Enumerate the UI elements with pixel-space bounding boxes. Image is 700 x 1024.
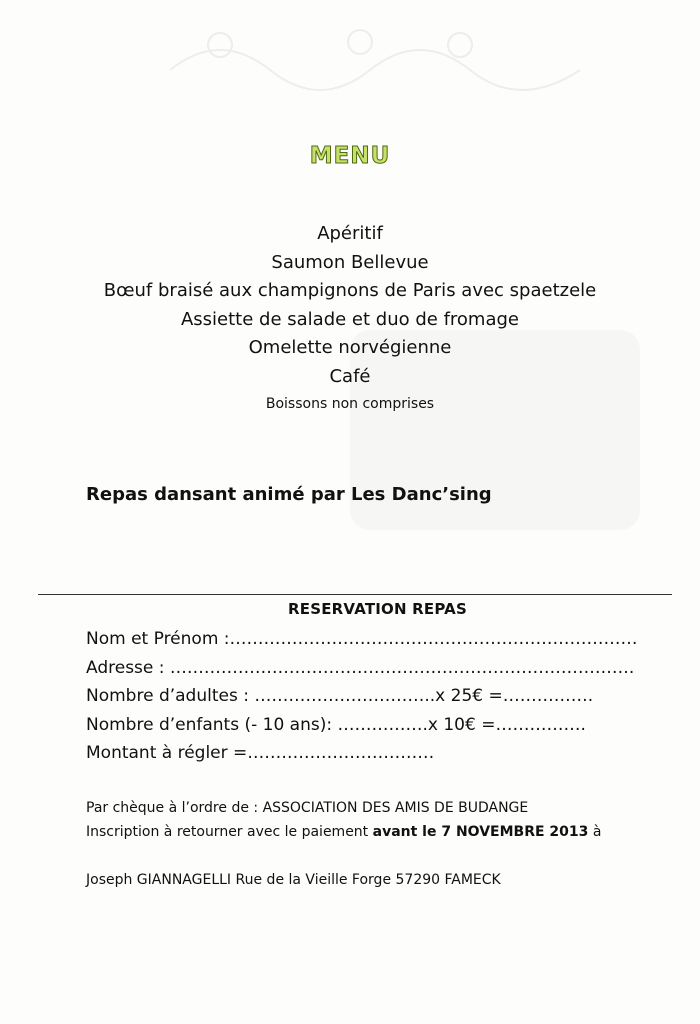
reservation-title: RESERVATION REPAS [288, 600, 467, 618]
name-field: Nom et Prénom :……………………………………………………………… [86, 629, 638, 649]
amount-due-field: Montant à régler =…………………………… [86, 743, 435, 763]
menu-item-boeuf: Bœuf braisé aux champignons de Paris avec spaetzele [103, 280, 597, 301]
menu-title: MENU [309, 143, 391, 169]
children-count-field: Nombre d’enfants (- 10 ans): …………….x 10€ =……………. [86, 714, 586, 735]
return-instructions-line [86, 820, 601, 844]
menu-list [0, 220, 700, 415]
menu-item-salade: Assiette de salade et duo de fromage [180, 308, 519, 330]
return-prefix: Inscription à retourner avec le paiement [86, 824, 373, 840]
return-suffix: à [588, 824, 602, 840]
return-deadline: avant le 7 NOVEMBRE 2013 [372, 824, 589, 840]
cut-line-divider [38, 594, 672, 595]
show-through-flourish [160, 20, 590, 100]
menu-item-omelette: Omelette norvégienne [248, 337, 452, 358]
payment-info [86, 796, 601, 844]
menu-item-aperitif: Apéritif [317, 223, 383, 244]
adults-count-field: Nombre d’adultes : …………………………..x 25€ =……………. [86, 686, 594, 706]
menu-item-saumon: Saumon Bellevue [271, 251, 429, 273]
postal-address: Joseph GIANNAGELLI Rue de la Vieille Forge 57290 FAMECK [86, 872, 501, 888]
dance-announcement: Repas dansant animé par Les Danc’sing [86, 484, 492, 505]
drinks-note: Boissons non comprises [265, 396, 435, 412]
cheque-payee-line: Par chèque à l’ordre de : ASSOCIATION DES AMIS DE BUDANGE [86, 800, 529, 816]
reservation-form [86, 625, 646, 768]
menu-item-cafe: Café [329, 365, 371, 387]
address-field: Adresse : ………………………………………………………………………. [86, 657, 635, 678]
